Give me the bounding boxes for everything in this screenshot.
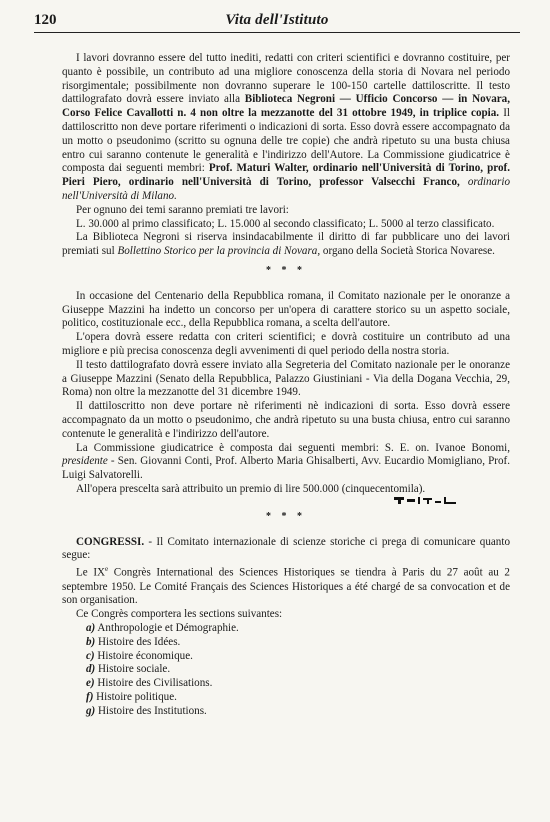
mazzini-commission-paragraph: La Commissione giudicatrice è composta dai seguenti membri: S. E. on. Ivanoe Bonomi, presidente - Sen. Giovanni Conti, Prof. Alberto Maria Ghisalberti, Avv. Eucardio Momigliano, Prof. Luigi Salvatorelli.: [62, 441, 510, 482]
list-item: a) Anthropologie et Démographie.: [86, 621, 239, 634]
list-item: d) Histoire sociale.: [86, 663, 171, 676]
mazzini-requirements-paragraph: L'opera dovrà essere redatta con criteri scientifici; e dovrà costituire un contributo ad una migliore e più precisa conoscenza degli avvenimenti di quel periodo della nostra storia.: [62, 331, 510, 357]
congress-announcement: Le IXe Congrès International des Sciences Historiques se tiendra à Paris du 27 août au 2 septembre 1950. Le Comité Français des Sciences Historiques a été chargé de sa convocation et de son organisation.: [62, 565, 510, 607]
page-body: [62, 52, 510, 719]
list-item: g) Histoire des Institutions.: [86, 704, 207, 717]
page-header: [34, 10, 520, 33]
prizes-intro: Per ognuno dei temi saranno premiati tre lavori:: [76, 203, 289, 216]
section-separator: * * *: [266, 264, 306, 276]
list-item: b) Histoire des Idées.: [86, 635, 181, 648]
congress-sections-intro: Ce Congrès comportera les sections suivantes:: [76, 608, 283, 621]
congress-heading-paragraph: CONGRESSI. - Il Comitato internazionale di scienze storiche ci prega di comunicare quanto segue:: [62, 535, 510, 562]
prizes-amounts: L. 30.000 al primo classificato; L. 15.000 al secondo classificato; L. 5000 al terzo classificato.: [76, 217, 495, 230]
ink-mark: [62, 496, 458, 505]
mazzini-competition-paragraph: In occasione del Centenario della Repubblica romana, il Comitato nazionale per le onoranze a Giuseppe Mazzini ha indetto un concorso per un'opera di carattere storico su un aspetto sociale, politico, costituzionale ecc., della Repubblica romana, a scelta dell'autore.: [62, 289, 510, 330]
list-item: c) Histoire économique.: [86, 649, 193, 662]
section-heading: CONGRESSI.: [76, 535, 145, 548]
bulletin-title: Bollettino Storico per la provincia di Novara,: [117, 245, 321, 258]
list-item: f) Histoire politique.: [86, 690, 177, 703]
ink-mark-icon: [394, 496, 458, 505]
mazzini-submission-paragraph: Il testo dattilografato dovrà essere inviato alla Segreteria del Comitato nazionale per le onoranze a Giuseppe Mazzini (Senato della Repubblica, Palazzo Giustiniani - Via della Dogana Vecchia, 29, Roma) non oltre la mezzanotte del 31 dicembre 1949.: [62, 358, 510, 399]
mazzini-anonymity-paragraph: Il dattiloscritto non deve portare nè riferimenti nè indicazioni di sorta. Esso dovrà essere accompagnato da un motto o pseudonimo, che andrà ripetuto su una busta chiusa, entro cui saranno contenute le generalità e l'indirizzo dell'autore.: [62, 400, 510, 440]
congress-sections-list: [62, 622, 510, 719]
list-item: e) Histoire des Civilisations.: [86, 677, 213, 690]
running-head: Vita dell'Istituto: [225, 12, 329, 28]
commission-members: Prof. Maturi Walter, ordinario nell'Università di Torino, prof. Pieri Piero, ordinario nell'Università di Torino, professor Valsecchi Franco,: [62, 162, 510, 189]
section-separator-2: * * *: [266, 510, 306, 522]
mazzini-prize-paragraph: All'opera prescelta sarà attribuito un premio di lire 500.000 (cinquecentomila).: [76, 482, 426, 495]
submission-address: Biblioteca Negroni — Ufficio Concorso — in Novara, Corso Felice Cavallotti n. 4 non oltre la mezzanotte del 31 ottobre 1949, in triplice copia.: [62, 93, 510, 120]
competition-rules-paragraph: I lavori dovranno essere del tutto inediti, redatti con criteri scientifici e dovranno costituire, per quanto è possibile, un contributo ad una migliore conoscenza della storia di Novara nel periodo risorgimentale; possibilmente non dovranno superare le 100-150 cartelle dattiloscritte. Il testo dattilografato dovrà essere inviato alla Biblioteca Negroni — Ufficio Concorso — in Novara, Corso Felice Cavallotti n. 4 non oltre la mezzanotte del 31 ottobre 1949, in triplice copia. Il dattiloscritto non deve portare riferimenti o indicazioni di sorta. Esso dovrà essere accompagnato da un motto o pseudonimo (scritto su ognuna delle tre copie) che andrà ripetuto su una busta chiusa entro cui saranno contenute le generalità e l'indirizzo dell'Autore. La Commissione giudicatrice è composta dai seguenti membri: Prof. Maturi Walter, ordinario nell'Università di Torino, prof. Pieri Piero, ordinario nell'Università di Torino, professor Valsecchi Franco, ordinario nell'Università di Milano.: [62, 52, 511, 202]
page-number: 120: [34, 12, 57, 28]
publication-paragraph: La Biblioteca Negroni si riserva insindacabilmente il diritto di far pubblicare uno dei lavori premiati sul Bollettino Storico per la provincia di Novara, organo della Società Storica Novarese.: [62, 231, 510, 258]
